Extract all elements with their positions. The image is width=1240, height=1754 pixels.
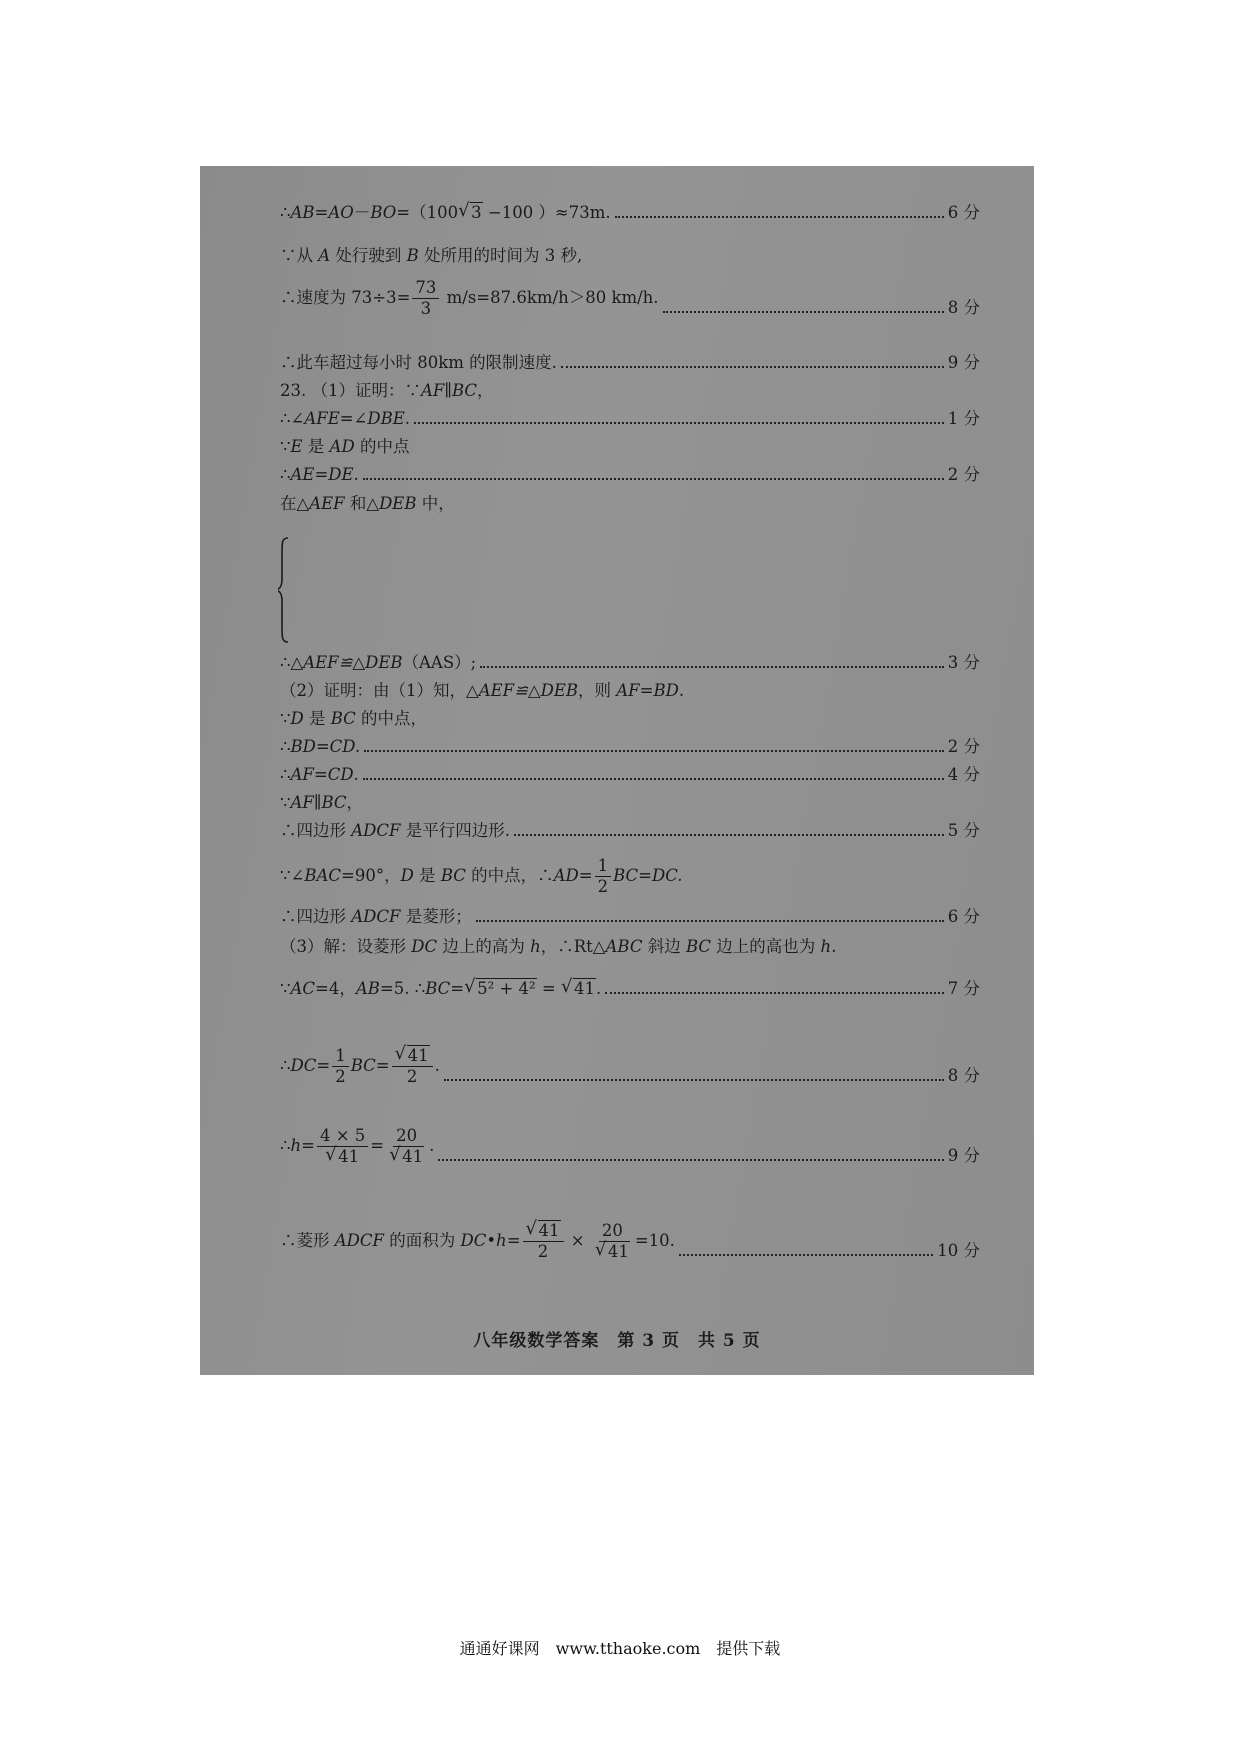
numerator: 73 xyxy=(412,278,439,299)
text: 在△ xyxy=(280,494,310,513)
line-rhombus xyxy=(280,906,980,928)
page-footer: 八年级数学答案 第 3 页 共 5 页 xyxy=(473,1331,761,1351)
numerator: 4 × 5 xyxy=(317,1126,368,1147)
text: ∴菱形 xyxy=(280,1231,335,1250)
text: . xyxy=(434,1056,440,1075)
sqrt-41 xyxy=(526,1221,561,1241)
text: . xyxy=(596,979,602,998)
line-ae-de xyxy=(280,464,980,486)
var-aef: AEF xyxy=(309,494,345,513)
fraction-73-3 xyxy=(412,278,439,319)
text: . xyxy=(831,937,837,956)
text: ∴四边形 xyxy=(280,907,352,926)
var-adcf: ADCF xyxy=(334,1231,384,1250)
leader-dots xyxy=(414,422,944,424)
text: . xyxy=(353,765,359,784)
var-d: D xyxy=(290,709,304,728)
var-b: B xyxy=(406,246,419,265)
text: 是 xyxy=(302,437,330,456)
sqrt-41 xyxy=(395,1046,430,1066)
line-right-angle xyxy=(280,856,683,897)
var-ad: AD xyxy=(553,866,579,885)
text: ∵ xyxy=(280,709,291,728)
text: =90°， xyxy=(341,866,401,885)
sqrt-sum xyxy=(464,978,537,1000)
denominator xyxy=(386,1147,427,1167)
denominator: 2 xyxy=(597,877,609,896)
text: ， xyxy=(477,381,494,400)
text: ∵ xyxy=(280,979,291,998)
math-expr: AFE=∠DBE. xyxy=(304,409,411,428)
left-brace xyxy=(278,534,378,654)
text: ∴四边形 xyxy=(280,821,352,840)
score-label: 7 分 xyxy=(947,979,980,998)
text: 23. （1）证明：∵ xyxy=(280,381,421,400)
score-label: 3 分 xyxy=(947,653,980,672)
text: 的中点， xyxy=(355,709,428,728)
var-bc: BC xyxy=(330,709,356,728)
fraction-20-sqrt41-b xyxy=(386,1126,427,1167)
var-dc: DC xyxy=(411,937,438,956)
fraction-20-sqrt41 xyxy=(317,1126,368,1167)
var-ab: AB xyxy=(290,203,315,222)
text: ∴△ xyxy=(280,653,304,672)
leader-dots xyxy=(605,992,944,994)
sqrt-41 xyxy=(325,1147,360,1167)
line-time xyxy=(280,245,582,267)
var-d: D xyxy=(400,866,414,885)
math-expr: ADCF xyxy=(351,821,401,840)
expr-close: −100 ）≈73m. xyxy=(482,203,611,222)
score-label: 2 分 xyxy=(947,737,980,756)
var-bo: BO xyxy=(370,203,397,222)
text: ∴此车超过每小时 80km 的限制速度. xyxy=(280,353,557,372)
text: 是 xyxy=(303,709,331,728)
text: 是平行四边形. xyxy=(400,821,510,840)
text: 边上的高为 xyxy=(437,937,531,956)
line-af-parallel xyxy=(280,792,363,814)
text: 处所用的时间为 3 秒, xyxy=(418,246,583,265)
equals: = xyxy=(314,203,329,222)
equals: = xyxy=(450,979,465,998)
text: 是 xyxy=(413,866,441,885)
leader-dots xyxy=(561,366,944,368)
denominator: 3 xyxy=(420,299,432,318)
line-conclusion-speed xyxy=(280,352,980,374)
text: . xyxy=(678,681,685,700)
fraction-1-2 xyxy=(595,856,612,897)
score-label: 8 分 xyxy=(947,298,980,317)
var-abc: ABC xyxy=(605,937,643,956)
var-dc: DC xyxy=(290,1056,317,1075)
denominator: 2 xyxy=(335,1067,346,1086)
text: ∴ xyxy=(280,765,291,784)
leader-dots xyxy=(679,1254,933,1256)
score-label: 6 分 xyxy=(947,907,980,926)
text: ∵ xyxy=(280,437,291,456)
text: ∴速度为 73÷3= xyxy=(280,288,411,307)
text: ∴ xyxy=(280,737,291,756)
equals: = xyxy=(536,979,561,998)
fraction-sqrt41-2 xyxy=(523,1221,564,1262)
q23-part1-start xyxy=(280,380,494,402)
text: 的面积为 xyxy=(383,1231,461,1250)
expr-open: =（100 xyxy=(396,203,459,222)
therefore-symbol: ∴ xyxy=(280,203,291,222)
leader-dots xyxy=(438,1159,943,1161)
var-bc: BC xyxy=(440,866,466,885)
equals: = xyxy=(578,866,593,885)
text: ，∴Rt△ xyxy=(540,937,606,956)
leader-dots xyxy=(615,216,944,218)
var-h: h xyxy=(290,1136,302,1155)
line-bd-cd xyxy=(280,736,980,758)
score-label: 8 分 xyxy=(947,1066,980,1085)
math-expr: BC=DC. xyxy=(613,866,683,885)
text: 中， xyxy=(416,494,455,513)
var-a: A xyxy=(318,246,331,265)
text: （2）证明：由（1）知，△ xyxy=(280,681,479,700)
line-ab-length xyxy=(280,202,980,224)
score-label: 4 分 xyxy=(947,765,980,784)
math-expr: AE=DE. xyxy=(290,465,359,484)
text: 的中点 xyxy=(354,437,410,456)
text: ∴ xyxy=(280,465,291,484)
radicand: 41 xyxy=(574,979,595,998)
leader-dots xyxy=(514,834,944,836)
leader-dots xyxy=(663,311,944,313)
text: 和△ xyxy=(344,494,380,513)
math-expr: AF=CD xyxy=(290,765,354,784)
text: ∵ xyxy=(280,793,291,812)
text: 边上的高也为 xyxy=(711,937,821,956)
text: ， xyxy=(346,793,364,812)
fraction-sqrt41-2 xyxy=(392,1046,433,1087)
line-speed xyxy=(280,278,980,319)
equals: = xyxy=(506,1231,521,1250)
var-bc: BC xyxy=(685,937,712,956)
line-angle-equal xyxy=(280,408,980,430)
var-bac: BAC xyxy=(304,866,341,885)
var-bc: BC xyxy=(425,979,451,998)
denominator: 2 xyxy=(406,1067,418,1086)
var-h: h xyxy=(820,937,832,956)
sqrt-41 xyxy=(561,978,596,1000)
radicand: 41 xyxy=(407,1046,429,1065)
equals: = xyxy=(316,1056,331,1075)
score-label: 9 分 xyxy=(947,353,980,372)
numerator: 1 xyxy=(332,1046,349,1067)
line-midpoint-d xyxy=(280,708,427,730)
text: 的中点，∴ xyxy=(465,866,554,885)
radicand: 41 xyxy=(402,1147,424,1166)
fraction-1-2 xyxy=(332,1046,349,1087)
math-expr: BC= xyxy=(350,1056,390,1075)
equals: = xyxy=(370,1136,385,1155)
denominator: 2 xyxy=(537,1242,549,1261)
leader-dots xyxy=(363,478,944,480)
sqrt-41 xyxy=(595,1242,630,1262)
text: . xyxy=(429,1136,435,1155)
text: m/s=87.6km/h＞80 km/h. xyxy=(441,288,659,307)
text: =5. ∴ xyxy=(379,979,426,998)
score-label: 6 分 xyxy=(947,203,980,222)
line-bc-length xyxy=(280,978,980,1000)
radicand: 3 xyxy=(471,203,482,222)
site-download-footer: 通通好课网 www.tthaoke.com 提供下载 xyxy=(459,1639,781,1658)
var-ab: AB xyxy=(355,979,380,998)
scanned-answer-sheet xyxy=(200,166,1034,1375)
text: （AAS）; xyxy=(402,653,477,672)
text: =10. xyxy=(634,1231,675,1250)
line-congruent xyxy=(280,652,980,674)
leader-dots xyxy=(363,778,944,780)
leader-dots xyxy=(476,920,944,922)
leader-dots xyxy=(480,666,944,668)
line-h-value xyxy=(280,1126,980,1167)
math-expr: AF∥BC xyxy=(290,793,347,812)
text: 处行驶到 xyxy=(330,246,407,265)
math-expr: BD=CD. xyxy=(290,737,361,756)
line-midpoint-e xyxy=(280,436,409,458)
radicand: 5² + 4² xyxy=(477,979,536,998)
line-parallelogram xyxy=(280,820,980,842)
var-deb: DEB xyxy=(379,494,417,513)
numerator: 1 xyxy=(595,856,612,877)
text: （3）解：设菱形 xyxy=(280,937,412,956)
numerator: 20 xyxy=(393,1126,420,1147)
text: ∴ xyxy=(280,1136,291,1155)
line-dc-length xyxy=(280,1046,980,1087)
var-e: E xyxy=(290,437,303,456)
fraction-20-sqrt41 xyxy=(592,1221,633,1262)
radicand: 41 xyxy=(607,1242,629,1261)
radicand: 41 xyxy=(538,1221,560,1240)
text: 斜边 xyxy=(642,937,686,956)
text: ∴ xyxy=(280,1056,291,1075)
line-triangles xyxy=(280,493,455,515)
math-expr: DC•h xyxy=(460,1231,507,1250)
line-af-cd xyxy=(280,764,980,786)
numerator xyxy=(392,1046,433,1067)
text: 是菱形； xyxy=(400,907,472,926)
score-label: 2 分 xyxy=(947,465,980,484)
text: =4， xyxy=(315,979,356,998)
var-ac: AC xyxy=(290,979,316,998)
sqrt-41 xyxy=(389,1147,424,1167)
numerator xyxy=(523,1221,564,1242)
var-ad: AD xyxy=(329,437,355,456)
text: ∵从 xyxy=(280,246,319,265)
text: ，则 xyxy=(578,681,617,700)
var-h: h xyxy=(530,937,541,956)
leader-dots xyxy=(364,750,944,752)
text: ∴∠ xyxy=(280,409,305,428)
numerator: 20 xyxy=(599,1221,626,1242)
minus-sign: － xyxy=(353,203,371,222)
text: ∵∠ xyxy=(280,866,305,885)
math-expr: AEF≌△DEB xyxy=(303,653,403,672)
math-expr: ADCF xyxy=(351,907,401,926)
equals: = xyxy=(301,1136,315,1155)
var-ao: AO xyxy=(328,203,354,222)
denominator xyxy=(592,1242,633,1262)
sqrt-3 xyxy=(458,202,483,224)
score-label: 9 分 xyxy=(947,1146,980,1165)
score-label: 5 分 xyxy=(947,821,980,840)
q23-part3-start xyxy=(280,936,836,958)
radicand: 41 xyxy=(338,1147,360,1166)
line-area xyxy=(280,1221,980,1262)
math-expr: AEF≌△DEB xyxy=(478,681,579,700)
q23-part2-start xyxy=(280,680,684,702)
score-label: 10 分 xyxy=(937,1241,980,1260)
math-expr: AF∥BC xyxy=(420,381,478,400)
times-sign: × xyxy=(565,1231,590,1250)
math-expr: AF=BD xyxy=(616,681,679,700)
score-label: 1 分 xyxy=(947,409,980,428)
denominator xyxy=(322,1147,363,1167)
leader-dots xyxy=(444,1079,944,1081)
